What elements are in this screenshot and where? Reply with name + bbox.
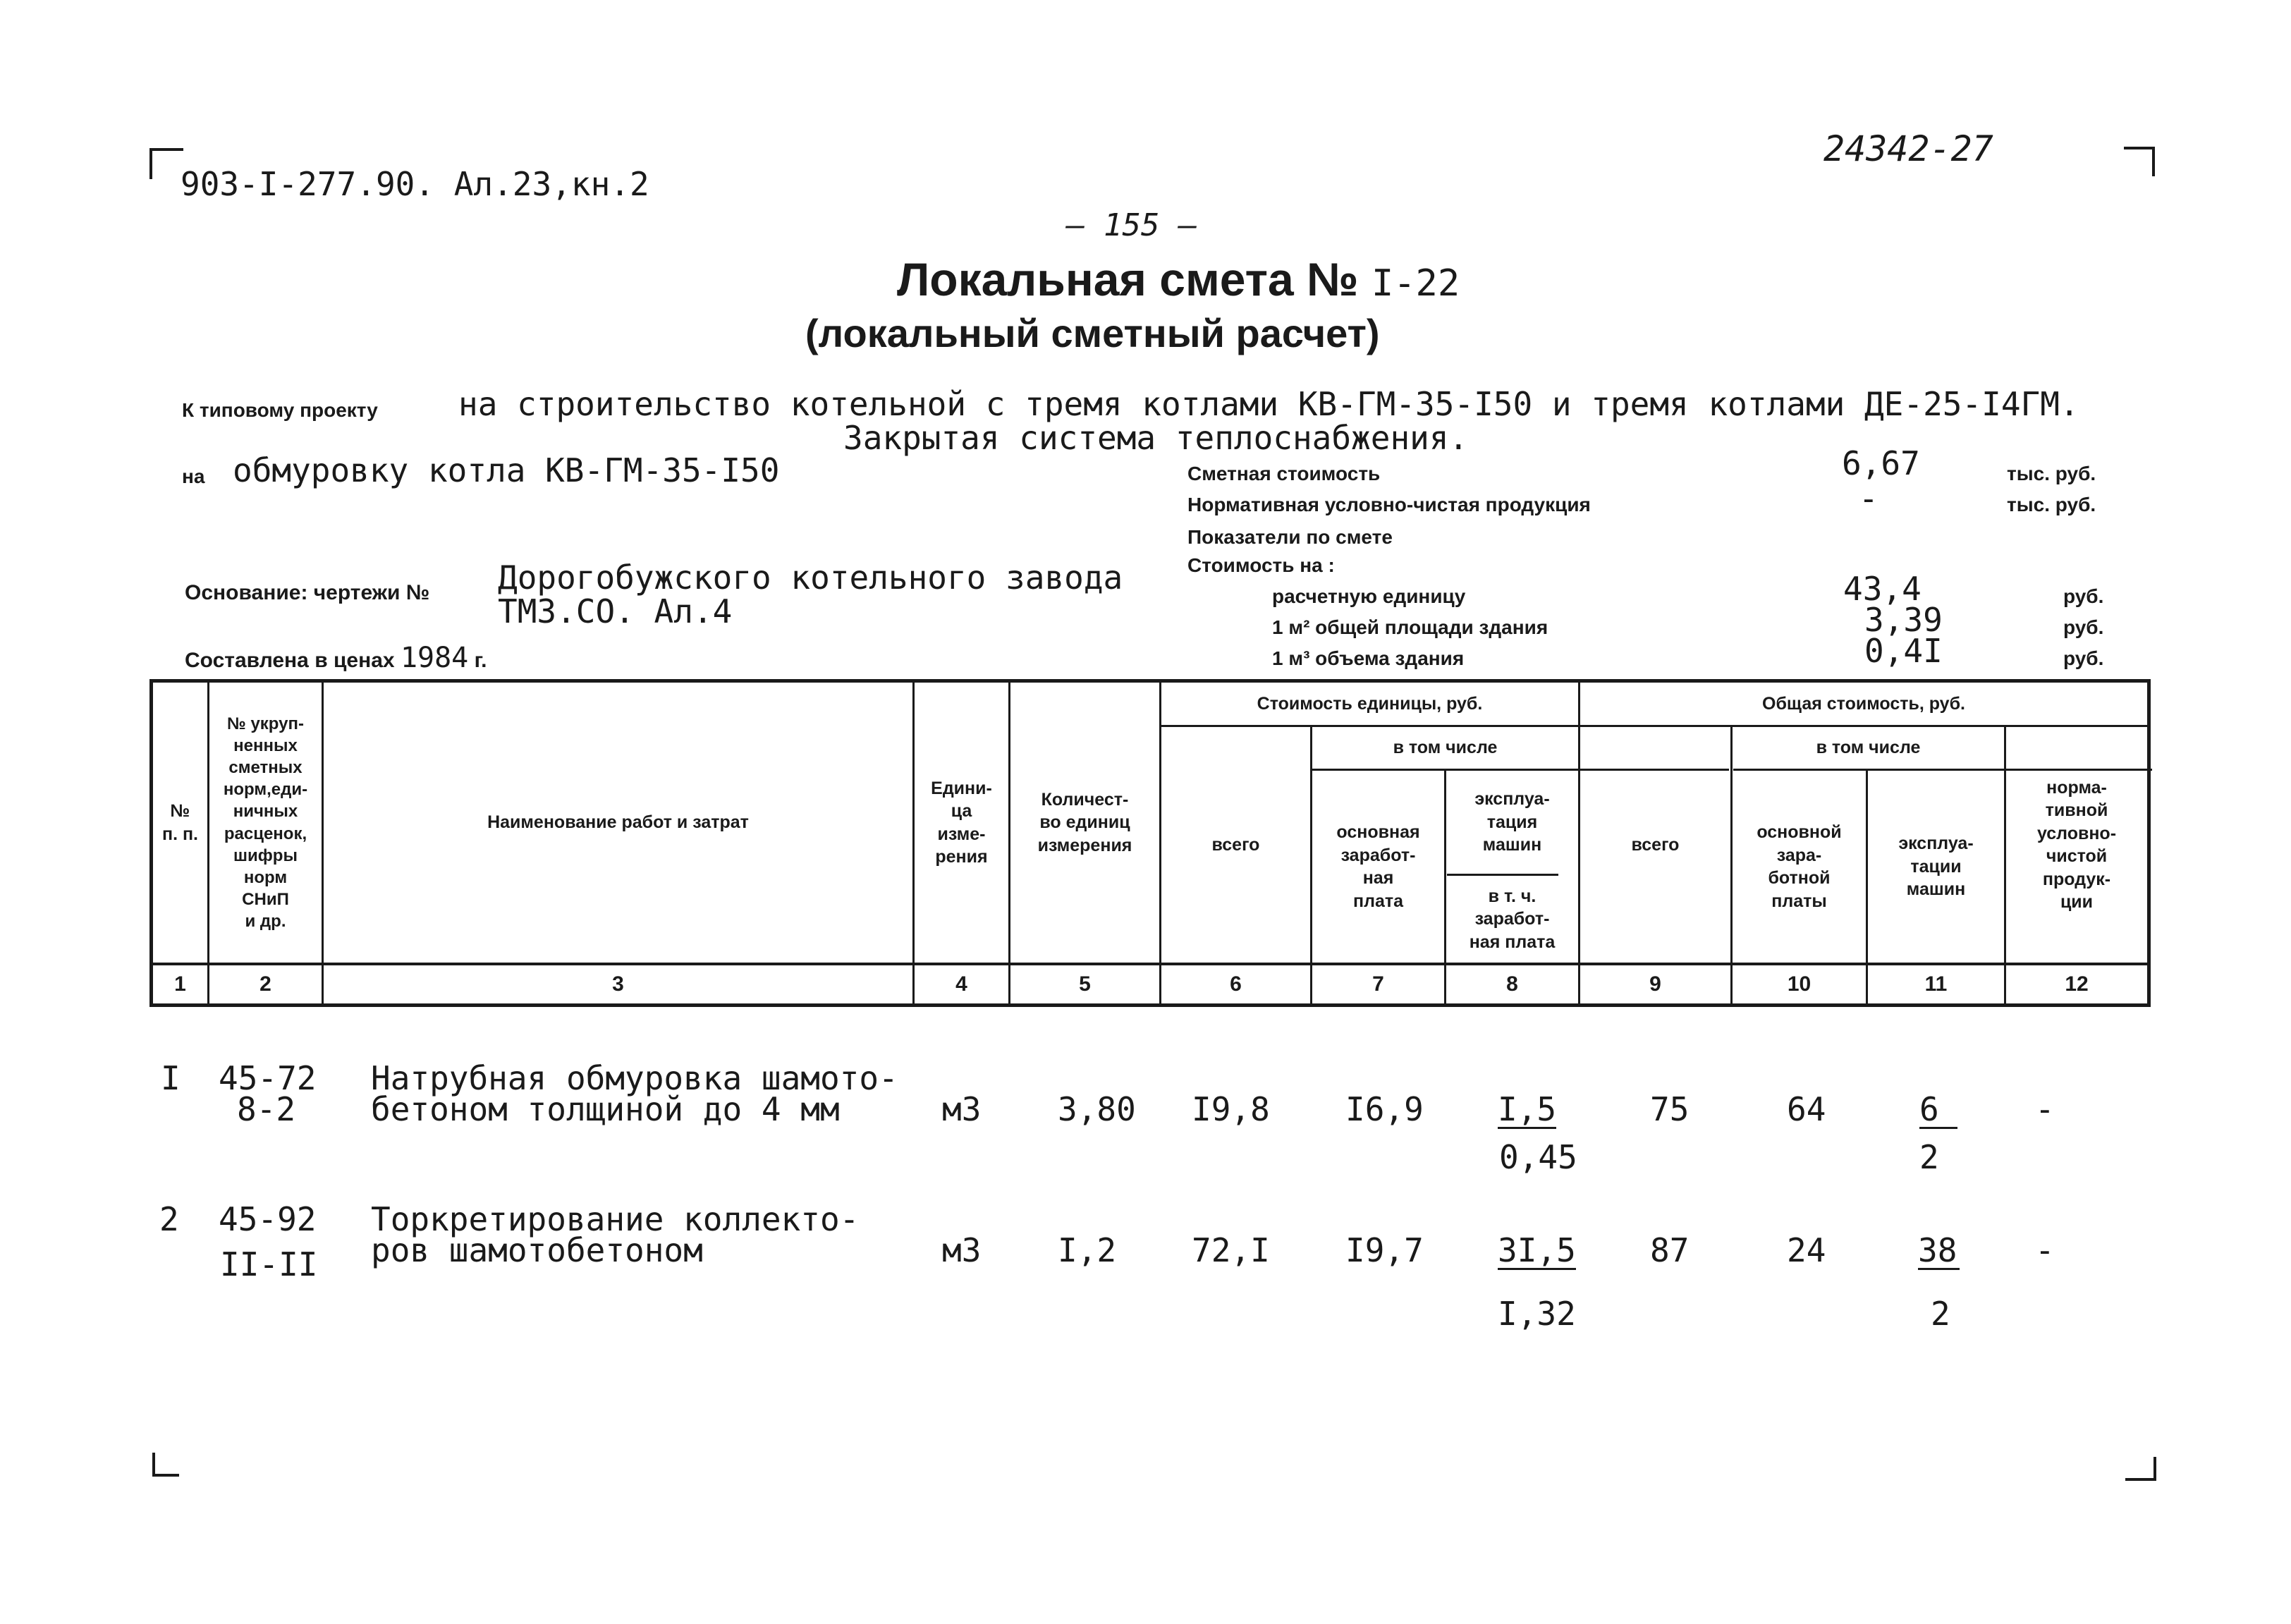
row-norm-code-2: 8-2	[237, 1090, 296, 1128]
title-number: I-22	[1371, 262, 1460, 305]
row-total-machine-wage: 2	[1931, 1295, 1950, 1333]
col-header-no: № п. п.	[161, 801, 199, 844]
per-unit-value: 43,4	[1843, 570, 1922, 608]
project-label: К типовому проекту	[182, 399, 378, 421]
row-unit-machine: 3I,5	[1498, 1231, 1576, 1269]
per-volume-value: 0,4I	[1864, 632, 1943, 670]
page-subtitle: (локальный сметный расчет)	[805, 311, 1380, 355]
row-total-machine-wage: 2	[1919, 1138, 1939, 1176]
row-unit-machine-wage: I,32	[1498, 1295, 1576, 1333]
row-unit-machine-wage: 0,45	[1499, 1138, 1577, 1176]
row-work-name: Натрубная обмуровка шамото-	[371, 1059, 898, 1097]
row-quantity: 3,80	[1058, 1090, 1136, 1128]
col-number: 10	[1787, 972, 1812, 996]
cost-per-label: Стоимость на :	[1187, 554, 1335, 576]
row-unit: м3	[942, 1090, 982, 1128]
row-number: 2	[159, 1200, 179, 1238]
col-header-total-wage: основной зара- ботной платы	[1757, 822, 1842, 911]
row-work-name: Торкретирование коллекто-	[371, 1200, 860, 1238]
col-number: 8	[1506, 972, 1518, 996]
corner-mark-top-left	[149, 148, 183, 179]
prices-line	[185, 642, 487, 674]
row-unit-wage: I6,9	[1345, 1090, 1424, 1128]
row-unit-total: I9,8	[1192, 1090, 1270, 1128]
basis-text-line-1: Дорогобужского котельного завода	[498, 558, 1123, 597]
row-total-machine: 6	[1919, 1093, 1957, 1129]
document-code: 903-I-277.90. Ал.23,кн.2	[181, 165, 649, 203]
estimate-table-header	[149, 679, 2151, 1007]
col-header-unit-total: всего	[1211, 834, 1260, 855]
estimated-cost-value: 6,67	[1842, 444, 1920, 482]
per-volume-label: 1 м³ объема здания	[1272, 647, 1465, 669]
estimated-cost-unit: тыс. руб.	[2007, 463, 2096, 484]
row-net-product: -	[2035, 1090, 2055, 1128]
net-product-value: -	[1859, 480, 1878, 518]
col-header-norm-code: № укруп- ненных сметных норм,еди- ничных расценок, шифры норм СНиП и др.	[223, 714, 308, 932]
row-unit-machine: I,5	[1498, 1090, 1557, 1128]
col-number: 4	[955, 972, 967, 996]
col-group-unit-incl: в том числе	[1393, 738, 1498, 758]
object-text: обмуровку котла КВ-ГМ-35-I50	[233, 451, 780, 489]
basis-label: Основание: чертежи №	[185, 581, 430, 604]
object-label: на	[182, 465, 205, 487]
row-norm-code: 45-92	[219, 1200, 317, 1238]
per-area-value: 3,39	[1864, 601, 1943, 639]
row-work-name-2: ров шамотобетоном	[371, 1231, 703, 1269]
net-product-unit: тыс. руб.	[2007, 494, 2096, 515]
project-text-line-1: на строительство котельной с тремя котлами КВ-ГМ-35-I50 и тремя котлами ДЕ-25-I4ГМ.	[458, 385, 2079, 423]
col-header-net-product: норма- тивной условно- чистой продук- ции	[2036, 777, 2117, 912]
col-header-quantity: Количест- во единиц измерения	[1037, 789, 1132, 855]
col-number: 1	[174, 972, 186, 996]
per-unit-unit: руб.	[2063, 585, 2104, 607]
col-group-unit-cost: Стоимость единицы, руб.	[1257, 693, 1483, 714]
corner-mark-top-right	[2124, 147, 2155, 176]
col-header-total-machine: эксплуа- тации машин	[1898, 834, 1974, 900]
page-number: — 155 —	[1066, 207, 1197, 243]
row-unit-wage: I9,7	[1345, 1231, 1424, 1269]
row-total: 75	[1650, 1090, 1690, 1128]
row-norm-code-2: II-II	[220, 1245, 318, 1283]
col-number: 2	[259, 972, 271, 996]
estimated-cost-label: Сметная стоимость	[1187, 463, 1381, 484]
row-total: 87	[1650, 1231, 1690, 1269]
row-unit-total: 72,I	[1192, 1231, 1270, 1269]
corner-mark-bottom-right	[2125, 1457, 2156, 1481]
col-header-unit-machine-wage: в т. ч. заработ- ная плата	[1469, 886, 1556, 952]
col-number: 3	[612, 972, 624, 996]
col-number: 11	[1924, 972, 1948, 996]
row-unit: м3	[942, 1231, 982, 1269]
net-product-label: Нормативная условно-чистая продукция	[1187, 494, 1591, 515]
col-number: 5	[1079, 972, 1091, 996]
basis-text-line-2: ТМЗ.СО. Ал.4	[498, 592, 733, 630]
per-unit-label: расчетную единицу	[1272, 585, 1466, 607]
prices-suffix: г.	[474, 649, 487, 672]
inventory-number: 24342-27	[1823, 128, 1993, 169]
col-header-unit-machine: эксплуа- тация машин	[1474, 789, 1550, 855]
row-total-wage: 64	[1787, 1090, 1826, 1128]
col-header-unit: Едини- ца изме- рения	[931, 778, 992, 867]
per-area-label: 1 м² общей площади здания	[1272, 616, 1548, 638]
col-header-work-name: Наименование работ и затрат	[487, 812, 749, 833]
project-text-line-2: Закрытая система теплоснабжения.	[843, 419, 1469, 457]
col-number: 9	[1649, 972, 1661, 996]
row-work-name-2: бетоном толщиной до 4 мм	[371, 1090, 840, 1128]
col-header-unit-wage: основная заработ- ная плата	[1336, 822, 1420, 911]
col-group-total-cost: Общая стоимость, руб.	[1762, 693, 1965, 714]
row-net-product: -	[2035, 1231, 2055, 1269]
col-number: 12	[2065, 972, 2089, 996]
row-quantity: I,2	[1058, 1231, 1117, 1269]
row-number: I	[161, 1059, 181, 1097]
row-total-wage: 24	[1787, 1231, 1826, 1269]
page-title	[897, 252, 1460, 306]
indicators-label: Показатели по смете	[1187, 526, 1393, 548]
row-norm-code: 45-72	[219, 1059, 317, 1097]
title-text: Локальная смета №	[897, 253, 1359, 305]
prices-label: Составлена в ценах	[185, 649, 395, 672]
col-header-total: всего	[1631, 834, 1680, 855]
col-group-total-incl: в том числе	[1816, 738, 1921, 758]
corner-mark-bottom-left	[152, 1453, 179, 1477]
row-total-machine: 38	[1918, 1234, 1960, 1270]
col-number: 6	[1230, 972, 1242, 996]
per-volume-unit: руб.	[2063, 647, 2104, 669]
per-area-unit: руб.	[2063, 616, 2104, 638]
prices-year: 1984	[400, 642, 469, 674]
col-number: 7	[1372, 972, 1384, 996]
